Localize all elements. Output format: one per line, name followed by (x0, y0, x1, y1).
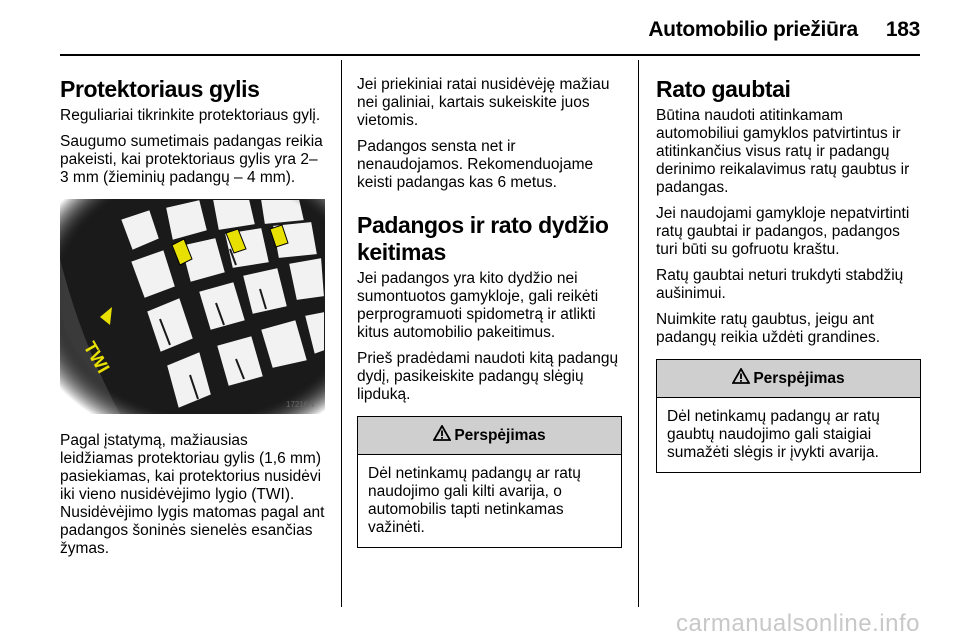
header-title: Automobilio priežiūra (648, 18, 858, 41)
column-divider-1 (341, 60, 342, 607)
paragraph: Jei naudojami gamykloje nepatvirtinti ratų gaubtai ir padangos, padangos turi būti su gofruotu kraštu. (656, 205, 910, 258)
warning-triangle-icon (433, 425, 451, 446)
warning-box (357, 416, 622, 548)
paragraph: Pagal įstatymą, mažiausias leidžiamas protektoriau gylis (1,6 mm) pasiekiamas, kai protektorius nusidėvi iki vieno nusidėvėjimo lygio (TWI). Nusidėvėjimo lygis matomas pagal ant padangos šoninės sienelės esančias žymas. (60, 432, 325, 557)
figure-code: 17216 T (286, 400, 316, 409)
section-title-tire-size-change: Padangos ir rato dydžio keitimas (357, 212, 609, 265)
paragraph: Padangos sensta net ir nenaudojamos. Rekomenduojame keisti padangas kas 6 metus. (357, 138, 594, 191)
paragraph: Reguliariai tikrinkite protektoriaus gylį. (60, 107, 321, 124)
paragraph: Saugumo sumetimais padangas reikia pakeisti, kai protektoriaus gylis yra 2–3 mm (žieminių padangų – 4 mm). (60, 133, 323, 186)
column-2 (357, 76, 622, 548)
paragraph: Jei padangos yra kito dydžio nei sumontuotos gamykloje, gali reikėti perprogramuoti spidometrą ir atlikti kitus automobilio pakeitimus. (357, 270, 599, 341)
warning-title: Perspėjimas (753, 369, 845, 387)
warning-title: Perspėjimas (454, 426, 546, 444)
section-title-wheel-covers: Rato gaubtai (656, 76, 791, 102)
header-rule (60, 54, 920, 56)
warning-triangle-icon (732, 368, 750, 389)
warning-text: Dėl netinkamų padangų ar ratų naudojimo gali kilti avarija, o automobilis tapti netinkamas važinėti. (368, 465, 581, 536)
warning-box (656, 359, 921, 473)
column-3 (656, 76, 921, 473)
column-divider-2 (638, 60, 639, 607)
running-header (648, 18, 920, 42)
paragraph: Nuimkite ratų gaubtus, jeigu ant padangų reikia uždėti grandines. (656, 311, 881, 346)
paragraph: Ratų gaubtai neturi trukdyti stabdžių aušinimui. (656, 267, 904, 302)
warning-header (358, 417, 621, 455)
page-number: 183 (885, 18, 920, 41)
section-title-tread-depth: Protektoriaus gylis (60, 76, 260, 102)
warning-text: Dėl netinkamų padangų ar ratų gaubtų naudojimo gali staigiai sumažėti slėgis ir įvykti avarija. (667, 408, 880, 461)
paragraph: Jei priekiniai ratai nusidėvėję mažiau nei galiniai, kartais sukeiskite juos vietomis. (357, 76, 610, 129)
paragraph: Prieš pradėdami naudoti kitą padangų dydį, pasikeiskite padangų slėgių lipduką. (357, 350, 619, 403)
tire-tread-figure (60, 199, 325, 414)
tire-tread-illustration (60, 199, 325, 414)
watermark: carmanualsonline.info (676, 610, 920, 637)
column-1 (60, 76, 325, 566)
warning-header (657, 360, 920, 398)
paragraph: Būtina naudoti atitinkamam automobiliui gamyklos patvirtintus ir atitinkančius visus ratų ir padangų derinimo reikalavimus ratų gaubtus ir padangas. (656, 107, 910, 196)
